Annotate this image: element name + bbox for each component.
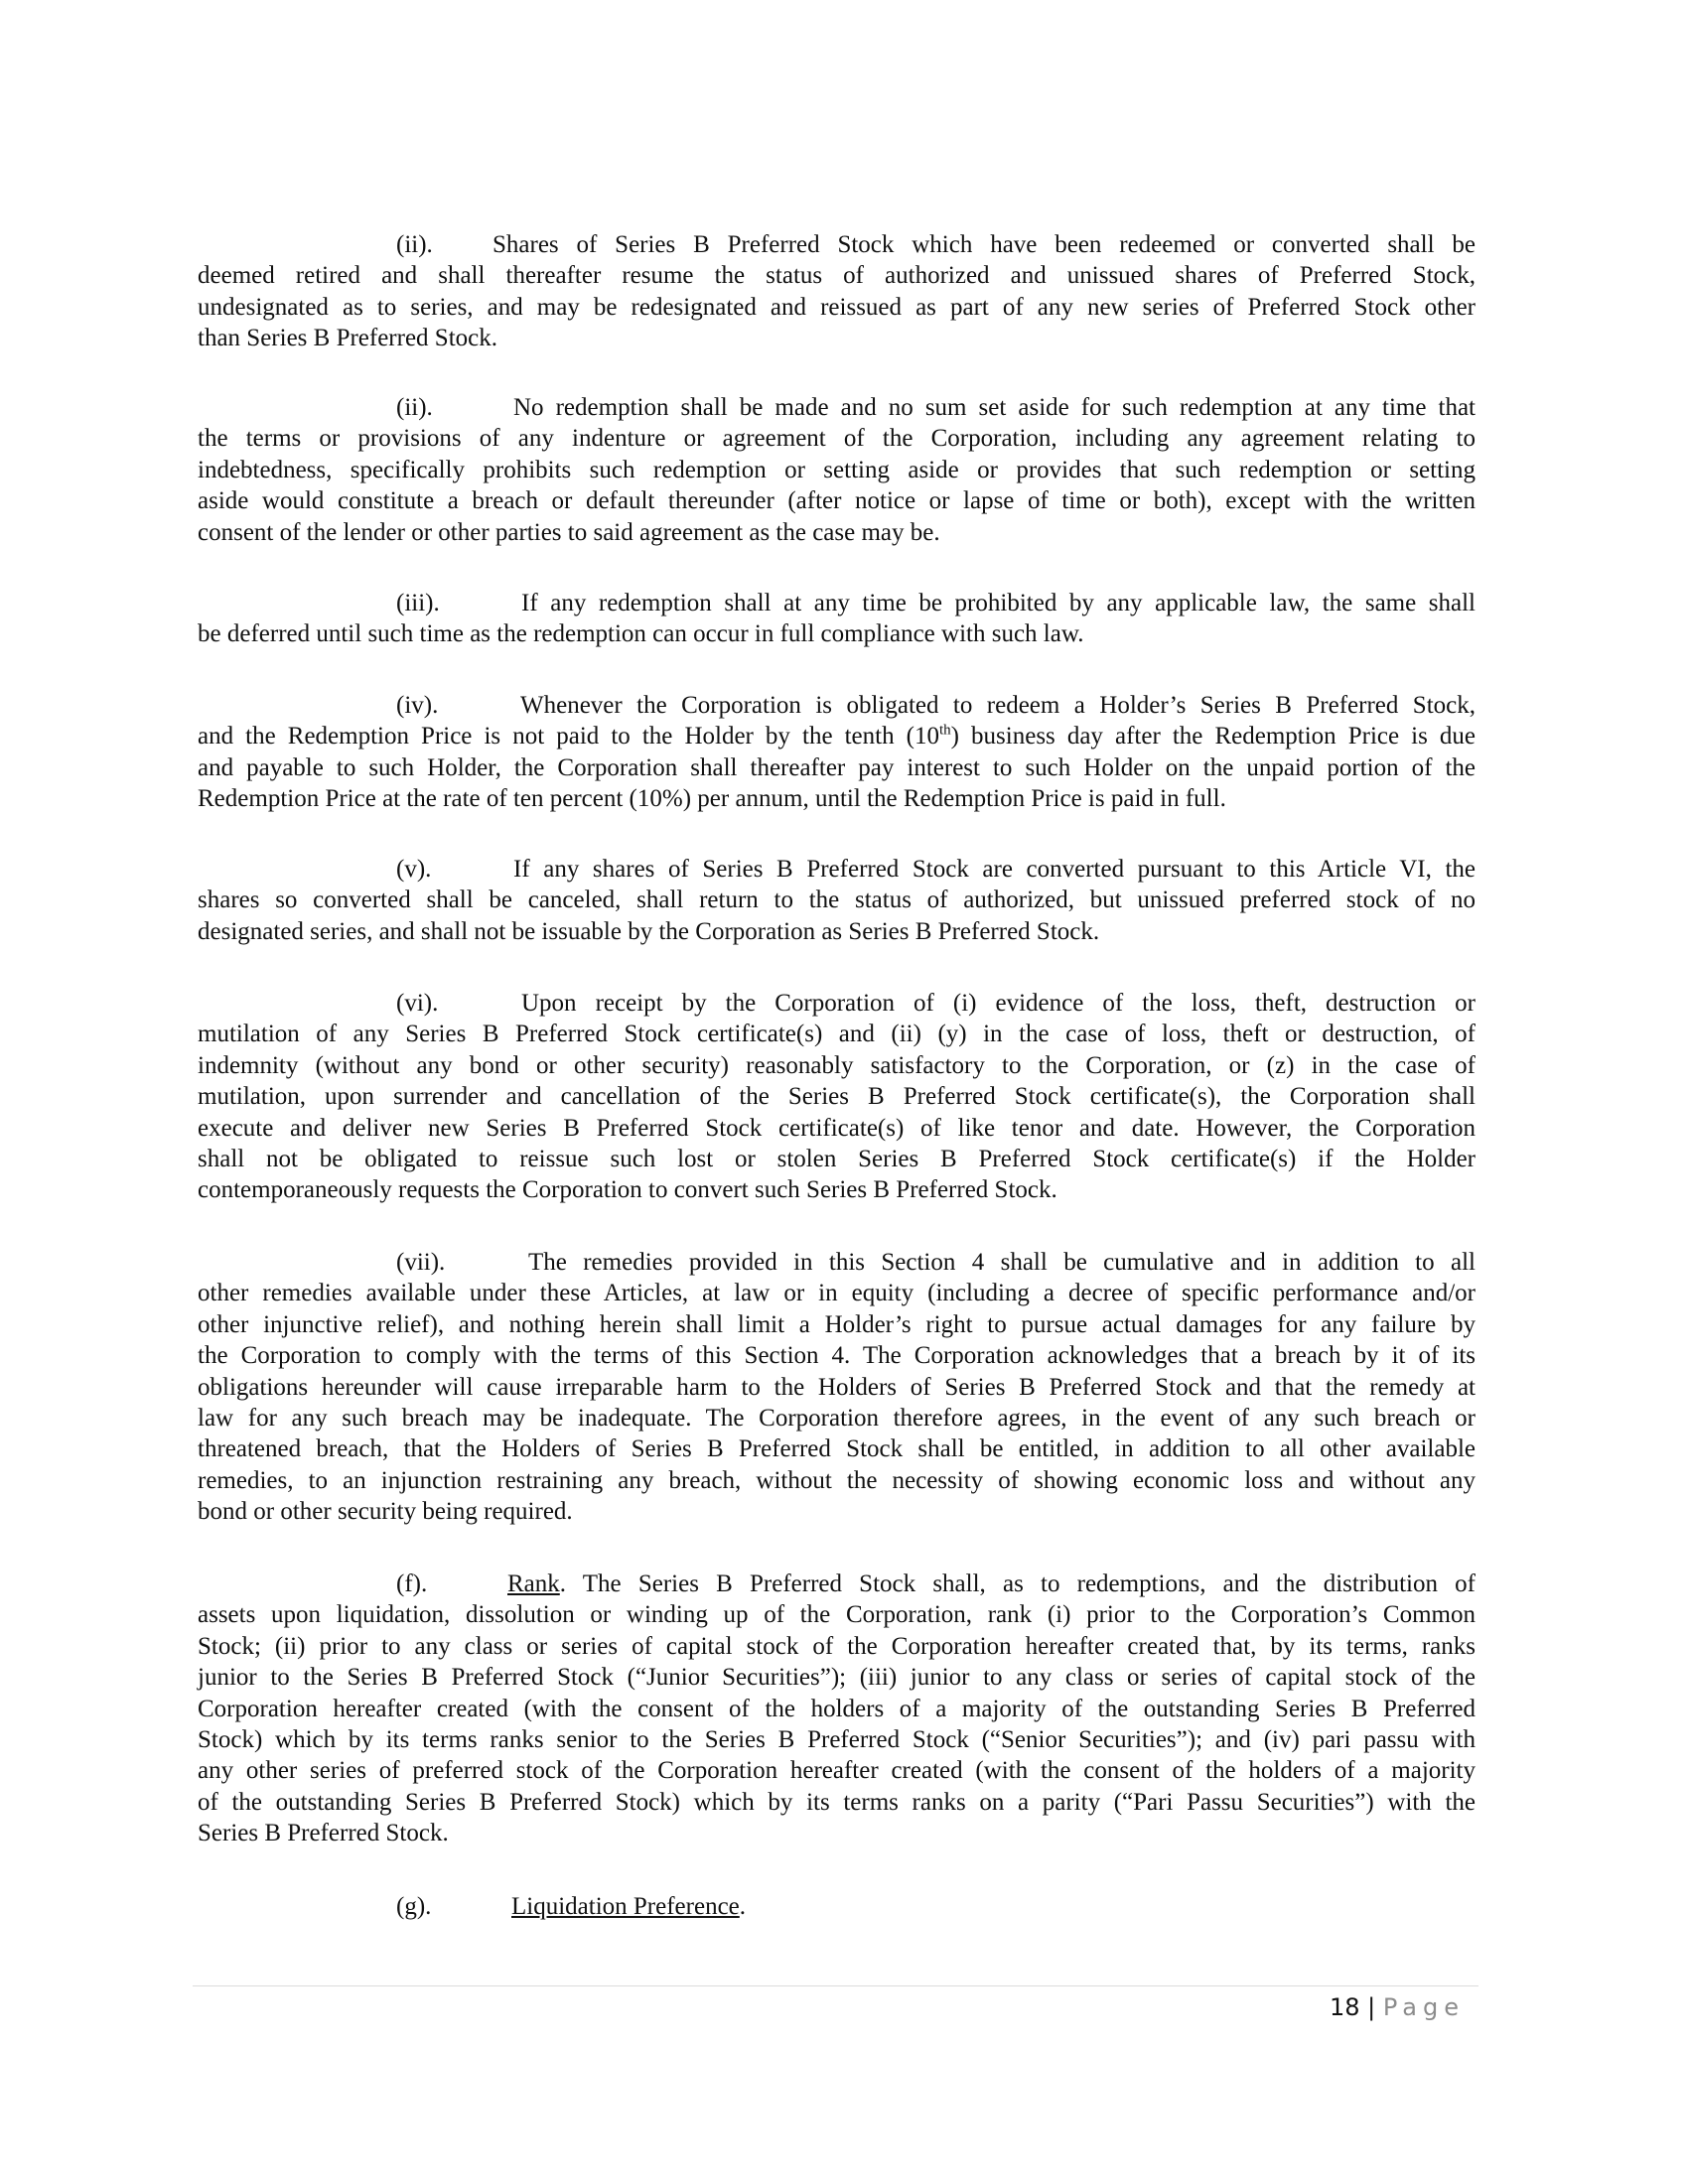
line-text: indemnity (without any bond or other security) reasonably satisfactory to the Corporation, or (z) in the case of — [198, 1051, 1476, 1079]
line-text: Whenever the Corporation is obligated to redeem a Holder’s Series B Preferred Stock, — [520, 692, 1476, 719]
line-text: mutilation, upon surrender and cancellation of the Series B Preferred Stock certificate(s), the Corporation shall — [198, 1083, 1476, 1111]
text-line — [198, 1144, 1476, 1174]
paragraph — [198, 1891, 1476, 1922]
line-text: undesignated as to series, and may be redesignated and reissued as part of any new series of Preferred Stock other — [198, 293, 1476, 321]
text-line — [198, 1787, 1476, 1818]
paragraph-label: (vi). — [396, 990, 439, 1017]
text-line — [198, 485, 1476, 516]
line-text: Upon receipt by the Corporation of (i) evidence of the loss, theft, destruction or — [521, 990, 1476, 1017]
text-line — [198, 1174, 1476, 1205]
text-line — [198, 618, 1476, 649]
line-text: designated series, and shall not be issuable by the Corporation as Series B Preferred Stock. — [198, 917, 1100, 945]
line-text: indebtedness, specifically prohibits such redemption or setting aside or provides that such redemption or setting — [198, 456, 1476, 483]
line-text: than Series B Preferred Stock. — [198, 325, 498, 352]
text-line — [198, 1019, 1476, 1049]
line-text: The remedies provided in this Section 4 shall be cumulative and in addition to all — [528, 1249, 1476, 1276]
text-line — [198, 1433, 1476, 1464]
text-line — [198, 1403, 1476, 1433]
line-text: and payable to such Holder, the Corporation shall thereafter pay interest to such Holder on the unpaid portion of the — [198, 753, 1476, 781]
line-text: bond or other security being required. — [198, 1498, 573, 1526]
footer-separator: | — [1367, 1993, 1376, 2021]
text-line — [198, 260, 1476, 291]
text-line — [198, 1694, 1476, 1724]
text-line — [198, 1465, 1476, 1496]
line-text: any other series of preferred stock of the Corporation hereafter created (with the consent of the holders of a majority — [198, 1757, 1476, 1785]
text-line — [198, 588, 1476, 618]
line-text: law for any such breach may be inadequate. The Corporation therefore agrees, in the event of any such breach or — [198, 1404, 1476, 1432]
text-line — [198, 1372, 1476, 1403]
line-text: Series B Preferred Stock. — [198, 1820, 449, 1847]
line-text: the Corporation to comply with the terms of this Section 4. The Corporation acknowledges that a breach by it of its — [198, 1342, 1476, 1370]
paragraph — [198, 1569, 1476, 1849]
text-line — [198, 916, 1476, 947]
line-text: Stock; (ii) prior to any class or series of capital stock of the Corporation hereafter created that, by its terms, ranks — [198, 1632, 1476, 1660]
line-text: . — [739, 1893, 747, 1920]
line-text: other remedies available under these Articles, at law or in equity (including a decree of specific performance and/or — [198, 1280, 1476, 1307]
paragraph — [198, 229, 1476, 354]
paragraph-label: (iv). — [396, 692, 439, 719]
line-text: other injunctive relief), and nothing herein shall limit a Holder’s right to pursue actual damages for any failure by — [198, 1310, 1476, 1338]
superscript: th — [938, 723, 951, 740]
text-line — [198, 1569, 1476, 1599]
text-line — [198, 1599, 1476, 1630]
line-text: deemed retired and shall thereafter resume the status of authorized and unissued shares of Preferred Stock, — [198, 262, 1476, 290]
footer-divider — [193, 1985, 1478, 1986]
line-text: shall not be obligated to reissue such lost or stolen Series B Preferred Stock certificate(s) if the Holder — [198, 1145, 1476, 1172]
line-text: assets upon liquidation, dissolution or winding up of the Corporation, rank (i) prior to the Corporation’s Common — [198, 1601, 1476, 1629]
line-text: shares so converted shall be canceled, shall return to the status of authorized, but unissued preferred stock of no — [198, 887, 1476, 914]
line-text: the terms or provisions of any indenture or agreement of the Corporation, including any agreement relating to — [198, 425, 1476, 453]
text-line — [198, 783, 1476, 814]
text-line — [198, 885, 1476, 915]
paragraph — [198, 988, 1476, 1206]
text-line — [198, 517, 1476, 548]
paragraph-label: (v). — [396, 856, 432, 883]
paragraph-label: (vii). — [396, 1249, 446, 1276]
line-text: be deferred until such time as the redemption can occur in full compliance with such law. — [198, 620, 1084, 648]
line-text: If any redemption shall at any time be prohibited by any applicable law, the same shall — [521, 590, 1476, 616]
line-text: aside would constitute a breach or default thereunder (after notice or lapse of time or both), except with the written — [198, 487, 1476, 515]
paragraph-label: (g). — [396, 1893, 432, 1920]
line-text: and the Redemption Price is not paid to the Holder by the tenth (10 — [198, 723, 939, 751]
text-line — [198, 229, 1476, 260]
line-text: ) business day after the Redemption Price is due — [950, 723, 1476, 751]
line-text: consent of the lender or other parties to said agreement as the case may be. — [198, 518, 940, 546]
line-text: Redemption Price at the rate of ten percent (10%) per annum, until the Redemption Price is paid in full. — [198, 785, 1226, 813]
text-line — [198, 455, 1476, 485]
paragraph — [198, 690, 1476, 815]
line-text: Shares of Series B Preferred Stock which have been redeemed or converted shall be — [492, 231, 1476, 258]
line-text: contemporaneously requests the Corporation to convert such Series B Preferred Stock. — [198, 1176, 1057, 1204]
paragraph-label: (iii). — [396, 590, 440, 616]
text-line — [198, 423, 1476, 454]
text-line — [198, 1278, 1476, 1308]
text-line — [198, 1891, 1476, 1922]
section-heading: Liquidation Preference — [511, 1893, 740, 1920]
text-line — [198, 1309, 1476, 1340]
line-text: obligations hereunder will cause irreparable harm to the Holders of Series B Preferred Stock and that the remedy at — [198, 1373, 1476, 1401]
text-line — [198, 1113, 1476, 1144]
text-line — [198, 1050, 1476, 1081]
line-text: Corporation hereafter created (with the consent of the holders of a majority of the outstanding Series B Preferred — [198, 1695, 1476, 1722]
text-line — [198, 1340, 1476, 1371]
line-text: No redemption shall be made and no sum set aside for such redemption at any time that — [513, 394, 1476, 421]
text-line — [198, 1818, 1476, 1848]
section-heading: Rank — [507, 1570, 560, 1597]
text-line — [198, 323, 1476, 353]
line-text: Stock) which by its terms ranks senior to the Series B Preferred Stock (“Senior Securities”); and (iv) pari passu with — [198, 1725, 1476, 1753]
text-line — [198, 690, 1476, 721]
text-line — [198, 854, 1476, 885]
line-text: threatened breach, that the Holders of Series B Preferred Stock shall be entitled, in addition to all other available — [198, 1435, 1476, 1463]
text-line — [198, 721, 1476, 751]
paragraph-label: (f). — [396, 1570, 428, 1597]
text-line — [198, 392, 1476, 423]
text-line — [198, 1631, 1476, 1662]
text-line — [198, 292, 1476, 323]
text-line — [198, 1496, 1476, 1527]
text-line — [198, 752, 1476, 783]
text-line — [198, 988, 1476, 1019]
text-line — [198, 1247, 1476, 1278]
page-label: Page — [1382, 1993, 1465, 2021]
paragraph — [198, 1247, 1476, 1528]
line-text: execute and deliver new Series B Preferred Stock certificate(s) of like tenor and date. However, the Corporation — [198, 1114, 1476, 1142]
paragraph-label: (ii). — [396, 231, 433, 258]
page-number: 18 — [1329, 1993, 1360, 2021]
line-text: remedies, to an injunction restraining any breach, without the necessity of showing economic loss and without any — [198, 1466, 1476, 1494]
paragraph — [198, 588, 1476, 650]
paragraph-label: (ii). — [396, 394, 433, 421]
line-text: . The Series B Preferred Stock shall, as to redemptions, and the distribution of — [559, 1570, 1476, 1597]
text-line — [198, 1755, 1476, 1786]
line-text: junior to the Series B Preferred Stock (“Junior Securities”); (iii) junior to any class or series of capital stock of the — [198, 1664, 1476, 1692]
text-line — [198, 1662, 1476, 1693]
line-text: If any shares of Series B Preferred Stock are converted pursuant to this Article VI, the — [513, 856, 1476, 883]
text-line — [198, 1081, 1476, 1112]
line-text: mutilation of any Series B Preferred Stock certificate(s) and (ii) (y) in the case of loss, theft or destruction, of — [198, 1021, 1476, 1048]
paragraph — [198, 854, 1476, 947]
line-text: of the outstanding Series B Preferred Stock) which by its terms ranks on a parity (“Pari Passu Securities”) with the — [198, 1788, 1476, 1816]
page-footer — [1330, 1993, 1465, 2021]
paragraph — [198, 392, 1476, 548]
text-line — [198, 1724, 1476, 1755]
